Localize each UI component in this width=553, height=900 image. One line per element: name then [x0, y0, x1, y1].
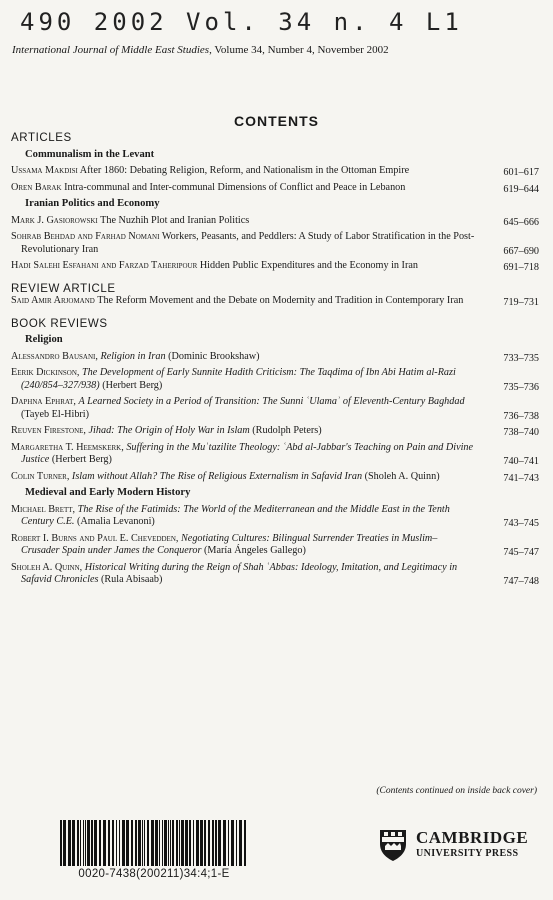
entry-book-title: Historical Writing during the Reign of Shah ʿAbbas: Ideology, Imitation, and Legitimacy in Safavid Chronicles [21, 561, 458, 585]
entry-book-title: Jihad: The Origin of Holy War in Islam [88, 425, 250, 436]
publisher-logo [378, 828, 538, 864]
entry-author: Robert I. Burns and Paul E. Chevedden, [11, 532, 179, 544]
handwritten-annotation: 490 2002 Vol. 34 n. 4 L1 [20, 8, 463, 36]
entry-reviewer: (María Ángeles Gallego) [204, 545, 306, 556]
toc-entry [11, 215, 541, 228]
barcode-number: 0020-7438(200211)34:4;1-E [78, 868, 230, 880]
entry-author: Margaretha T. Heemskerk, [11, 441, 124, 453]
entry-title: Hidden Public Expenditures and the Economy in Iran [199, 260, 418, 271]
toc-entry [11, 351, 541, 364]
entry-author: Daphna Ephrat, [11, 396, 76, 407]
subsection-heading: Medieval and Early Modern History [25, 487, 191, 498]
entry-pages: 736–738 [503, 410, 539, 422]
toc-entry [11, 396, 541, 421]
subsection-heading: Iranian Politics and Economy [25, 198, 160, 209]
entry-pages: 745–747 [503, 547, 539, 558]
entry-pages: 738–740 [503, 427, 539, 438]
entry-title: Workers, Peasants, and Peddlers: A Study of Labor Stratification in the Post-Revolutionary Iran [21, 231, 475, 255]
entry-pages: 743–745 [503, 518, 539, 529]
entry-pages: 667–690 [503, 245, 539, 257]
entry-reviewer: (Amalia Levanoni) [77, 516, 155, 527]
entry-author: Alessandro Bausani, [11, 350, 98, 362]
entry-pages: 733–735 [503, 352, 539, 364]
toc-entry [11, 471, 541, 484]
entry-author: Sholeh A. Quinn, [11, 561, 83, 573]
entry-author: Ussama Makdisi [11, 165, 78, 176]
contents-title: CONTENTS [234, 113, 319, 129]
journal-citation-line [12, 44, 532, 56]
entry-reviewer: (Dominic Brookshaw) [168, 350, 260, 362]
entry-pages: 747–748 [503, 576, 539, 587]
toc-entry [11, 562, 541, 587]
entry-author: Reuven Firestone, [11, 425, 86, 436]
toc-entry [11, 533, 541, 558]
entry-reviewer: (Herbert Berg) [102, 379, 163, 391]
entry-reviewer: (Rula Abisaab) [100, 574, 163, 585]
entry-author: Colin Turner, [11, 470, 70, 482]
entry-pages: 601–617 [503, 167, 539, 178]
entry-pages: 691–718 [503, 262, 539, 273]
entry-book-title: A Learned Society in a Period of Transition: The Sunni ʿUlamaʾ of Eleventh-Century Baghdad [78, 396, 465, 407]
entry-pages: 735–736 [503, 381, 539, 393]
cambridge-shield-icon [378, 828, 408, 862]
publisher-name: CAMBRIDGE [416, 828, 529, 847]
entry-author: Mark J. Gasiorowski [11, 214, 98, 226]
publisher-subname: UNIVERSITY PRESS [416, 848, 519, 859]
journal-issue-details: , Volume 34, Number 4, November 2002 [209, 44, 389, 56]
entry-reviewer: (Tayeb El-Hibri) [21, 408, 90, 420]
toc-entry [11, 260, 541, 273]
section-heading: BOOK REVIEWS [11, 317, 108, 330]
section-heading: REVIEW ARTICLE [11, 282, 116, 295]
toc-entry [11, 425, 541, 438]
barcode-block [58, 820, 250, 886]
entry-title: The Nuzhih Plot and Iranian Politics [100, 214, 250, 226]
entry-title: Intra-communal and Inter-communal Dimensions of Conflict and Peace in Lebanon [64, 181, 406, 193]
toc-entry [11, 231, 541, 256]
entry-book-title: Islam without Allah? The Rise of Religious Externalism in Safavid Iran [71, 470, 363, 482]
entry-reviewer: (Herbert Berg) [51, 454, 112, 465]
entry-book-title: Negotiating Cultures: Bilingual Surrender Treaties in Muslim–Crusader Spain under James the Conqueror [21, 532, 438, 556]
journal-name: International Journal of Middle East Studies [12, 44, 210, 56]
entry-pages: 740–741 [503, 456, 539, 467]
entry-author: Michael Brett, [11, 503, 76, 515]
entry-book-title: Religion in Iran [100, 350, 166, 362]
entry-title: The Reform Movement and the Debate on Modernity and Tradition in Contemporary Iran [97, 295, 464, 306]
subsection-heading: Religion [25, 334, 63, 345]
toc-entry [11, 182, 541, 195]
entry-book-title: The Development of Early Sunnite Hadith Criticism: The Taqdima of Ibn Abi Hatim al-Razi (240/854–327/938) [21, 367, 456, 391]
entry-pages: 741–743 [503, 472, 539, 484]
entry-author: Hadi Salehi Esfahani and Farzad Taheripour [11, 260, 198, 271]
toc-entry [11, 504, 541, 529]
toc-entry [11, 442, 541, 467]
entry-author: Oren Barak [11, 181, 62, 193]
toc-entry [11, 295, 541, 308]
entry-book-title: The Rise of the Fatimids: The World of the Mediterranean and the Middle East in the Tenth Century C.E. [21, 503, 450, 527]
entry-pages: 619–644 [503, 183, 539, 195]
entry-pages: 719–731 [503, 297, 539, 308]
contents-continued-note: (Contents continued on inside back cover) [376, 786, 537, 796]
barcode-image [58, 820, 250, 866]
entry-title: After 1860: Debating Religion, Reform, and Nationalism in the Ottoman Empire [79, 165, 410, 176]
entry-author: Sohrab Behdad and Farhad Nomani [11, 231, 160, 242]
toc-entry [11, 367, 541, 392]
entry-author: Eerik Dickinson, [11, 367, 80, 378]
entry-reviewer: (Rudolph Peters) [252, 425, 322, 436]
entry-book-title: Suffering in the Muʿtazilite Theology: ʿAbd al-Jabbar's Teaching on Pain and Divine Justice [21, 441, 474, 465]
subsection-heading: Communalism in the Levant [25, 148, 155, 160]
table-of-contents [11, 132, 541, 591]
toc-entry [11, 165, 541, 178]
entry-author: Said Amir Arjomand [11, 295, 95, 306]
section-heading: ARTICLES [11, 132, 72, 144]
entry-pages: 645–666 [503, 216, 539, 228]
entry-reviewer: (Sholeh A. Quinn) [364, 470, 440, 482]
